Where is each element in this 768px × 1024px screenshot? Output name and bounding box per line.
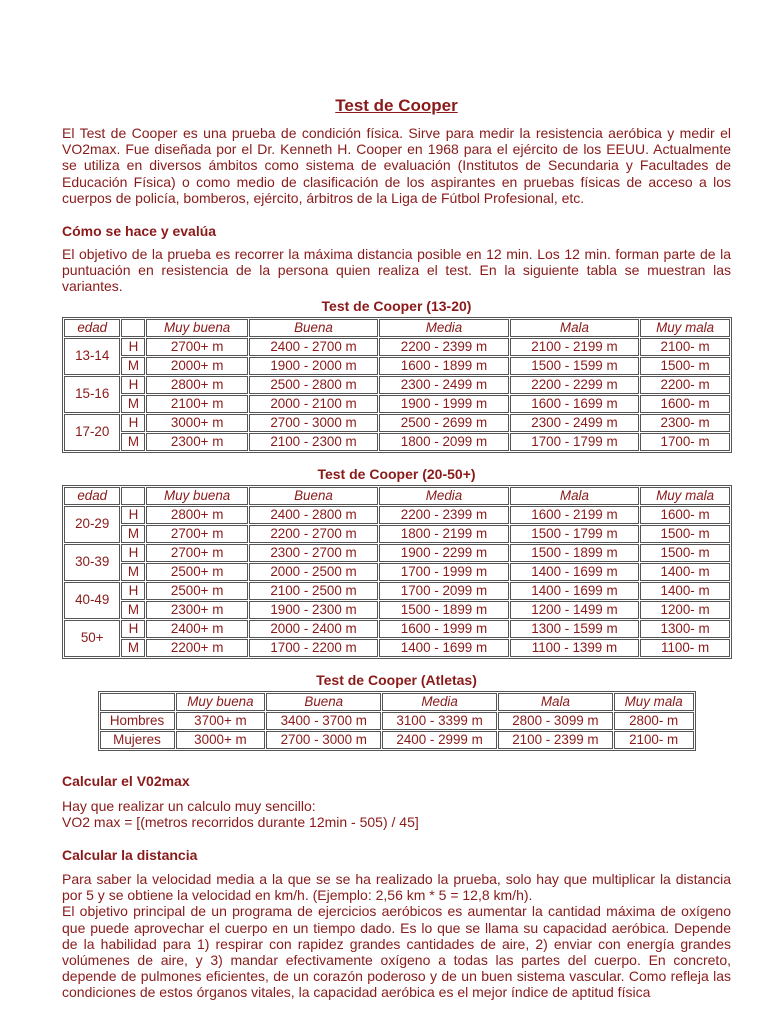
- column-header: [100, 693, 175, 711]
- value-cell: 1400- m: [640, 582, 730, 600]
- column-header: [121, 319, 145, 337]
- table-row: [64, 525, 730, 543]
- value-cell: 1600 - 1999 m: [379, 620, 508, 638]
- value-cell: 2000 - 2100 m: [249, 395, 378, 413]
- value-cell: 2300 - 2700 m: [249, 544, 378, 562]
- value-cell: 1600 - 1699 m: [510, 395, 639, 413]
- sex-cell: M: [121, 433, 145, 451]
- value-cell: 1900 - 1999 m: [379, 395, 508, 413]
- column-header: edad: [64, 319, 120, 337]
- value-cell: 2300+ m: [146, 601, 247, 619]
- value-cell: 2300 - 2499 m: [510, 414, 639, 432]
- section-heading-distancia: Calcular la distancia: [62, 847, 198, 864]
- value-cell: 2300- m: [640, 414, 730, 432]
- table2-caption: Test de Cooper (20-50+): [317, 465, 476, 482]
- value-cell: 1800 - 2199 m: [379, 525, 508, 543]
- column-header: Muy mala: [614, 693, 694, 711]
- value-cell: 2400 - 2700 m: [249, 338, 378, 356]
- value-cell: 1700 - 1799 m: [510, 433, 639, 451]
- value-cell: 2700+ m: [146, 525, 247, 543]
- value-cell: 2200 - 2399 m: [379, 338, 508, 356]
- value-cell: 1200- m: [640, 601, 730, 619]
- column-header: Media: [382, 693, 497, 711]
- value-cell: 2100 - 2300 m: [249, 433, 378, 451]
- value-cell: 2800+ m: [146, 376, 247, 394]
- value-cell: 2000 - 2400 m: [249, 620, 378, 638]
- value-cell: 2800- m: [614, 712, 694, 730]
- value-cell: 2100 - 2399 m: [498, 731, 613, 749]
- age-cell: 20-29: [64, 506, 120, 543]
- table-row: [64, 357, 730, 375]
- age-cell: 50+: [64, 620, 120, 657]
- value-cell: 2700 - 3000 m: [249, 414, 378, 432]
- value-cell: 1400 - 1699 m: [510, 563, 639, 581]
- age-cell: 15-16: [64, 376, 120, 413]
- column-header: Muy buena: [176, 693, 266, 711]
- value-cell: 2800 - 3099 m: [498, 712, 613, 730]
- section-heading-como: Cómo se hace y evalúa: [62, 223, 217, 240]
- value-cell: 3400 - 3700 m: [266, 712, 381, 730]
- table3-caption: Test de Cooper (Atletas): [316, 671, 477, 688]
- value-cell: 1700 - 2200 m: [249, 639, 378, 657]
- column-header: Buena: [249, 319, 378, 337]
- value-cell: 2500 - 2800 m: [249, 376, 378, 394]
- sex-cell: H: [121, 582, 145, 600]
- intro-paragraph: El Test de Cooper es una prueba de condición física. Sirve para medir la resistencia aeróbica y medir el VO2max. Fue diseñada por el Dr. Kenneth H. Cooper en 1968 para el ejército de los EEUU. Actualmente se utiliza en diversos ámbitos como sistema de evaluación (Institutos de Secundaria y Facultades de Educación Física) o como medio de clasificación de los aspirantes en pruebas físicas de acceso a los cuerpos de policía, bomberos, ejército, árbitros de la Liga de Fútbol Profesional, etc.: [62, 125, 731, 206]
- column-header: [121, 487, 145, 505]
- section-heading-vo2max: Calcular el V02max: [62, 772, 190, 789]
- column-header: edad: [64, 487, 120, 505]
- value-cell: 2400+ m: [146, 620, 247, 638]
- page-title: Test de Cooper: [335, 96, 458, 115]
- sex-cell: M: [121, 601, 145, 619]
- table1-caption: Test de Cooper (13-20): [321, 297, 472, 314]
- value-cell: 3000+ m: [146, 414, 247, 432]
- value-cell: 2000 - 2500 m: [249, 563, 378, 581]
- column-header: Mala: [510, 487, 639, 505]
- value-cell: 2300 - 2499 m: [379, 376, 508, 394]
- age-cell: 40-49: [64, 582, 120, 619]
- document-page: [62, 0, 731, 1001]
- value-cell: 1300- m: [640, 620, 730, 638]
- column-header: Media: [379, 487, 508, 505]
- value-cell: 1500 - 1899 m: [379, 601, 508, 619]
- value-cell: 1900 - 2300 m: [249, 601, 378, 619]
- category-cell: Hombres: [100, 712, 175, 730]
- value-cell: 1500 - 1899 m: [510, 544, 639, 562]
- vo2max-formula: VO2 max = [(metros recorridos durante 12min - 505) / 45]: [62, 813, 419, 830]
- column-header: Buena: [249, 487, 378, 505]
- sex-cell: H: [121, 620, 145, 638]
- table-row: [64, 582, 730, 600]
- column-header: Muy mala: [640, 319, 730, 337]
- age-cell: 17-20: [64, 414, 120, 451]
- value-cell: 2700 - 3000 m: [266, 731, 381, 749]
- value-cell: 1800 - 2099 m: [379, 433, 508, 451]
- value-cell: 1400 - 1699 m: [379, 639, 508, 657]
- sex-cell: H: [121, 338, 145, 356]
- column-header: Mala: [510, 319, 639, 337]
- table-row: [64, 338, 730, 356]
- value-cell: 1400- m: [640, 563, 730, 581]
- value-cell: 1500- m: [640, 357, 730, 375]
- value-cell: 2800+ m: [146, 506, 247, 524]
- value-cell: 1600- m: [640, 506, 730, 524]
- value-cell: 2200+ m: [146, 639, 247, 657]
- value-cell: 2000+ m: [146, 357, 247, 375]
- column-header: Buena: [266, 693, 381, 711]
- value-cell: 3100 - 3399 m: [382, 712, 497, 730]
- value-cell: 1100 - 1399 m: [510, 639, 639, 657]
- value-cell: 1600 - 1899 m: [379, 357, 508, 375]
- column-header: Muy buena: [146, 487, 247, 505]
- sex-cell: M: [121, 525, 145, 543]
- value-cell: 2500+ m: [146, 563, 247, 581]
- sex-cell: M: [121, 395, 145, 413]
- value-cell: 2200 - 2299 m: [510, 376, 639, 394]
- value-cell: 2300+ m: [146, 433, 247, 451]
- age-cell: 13-14: [64, 338, 120, 375]
- table-row: [64, 506, 730, 524]
- table-row: [100, 712, 694, 730]
- vo2max-line-1: Hay que realizar un calculo muy sencillo:: [62, 797, 316, 814]
- value-cell: 1100- m: [640, 639, 730, 657]
- sex-cell: H: [121, 506, 145, 524]
- table-row: [64, 544, 730, 562]
- value-cell: 1400 - 1699 m: [510, 582, 639, 600]
- value-cell: 1700 - 1999 m: [379, 563, 508, 581]
- value-cell: 2200 - 2399 m: [379, 506, 508, 524]
- table-row: [64, 395, 730, 413]
- table-row: [64, 376, 730, 394]
- value-cell: 2100 - 2500 m: [249, 582, 378, 600]
- value-cell: 1600- m: [640, 395, 730, 413]
- value-cell: 2200- m: [640, 376, 730, 394]
- value-cell: 2100+ m: [146, 395, 247, 413]
- sex-cell: H: [121, 414, 145, 432]
- value-cell: 1300 - 1599 m: [510, 620, 639, 638]
- column-header: Media: [379, 319, 508, 337]
- value-cell: 1500 - 1799 m: [510, 525, 639, 543]
- cooper-table-20-50: [62, 485, 732, 659]
- value-cell: 2100- m: [614, 731, 694, 749]
- age-cell: 30-39: [64, 544, 120, 581]
- value-cell: 1500- m: [640, 525, 730, 543]
- table-row: [100, 731, 694, 749]
- value-cell: 2700+ m: [146, 544, 247, 562]
- column-header: Muy buena: [146, 319, 247, 337]
- value-cell: 2700+ m: [146, 338, 247, 356]
- value-cell: 1500- m: [640, 544, 730, 562]
- value-cell: 1700- m: [640, 433, 730, 451]
- table-row: [64, 620, 730, 638]
- sex-cell: M: [121, 357, 145, 375]
- value-cell: 3700+ m: [176, 712, 266, 730]
- value-cell: 1500 - 1599 m: [510, 357, 639, 375]
- value-cell: 2500+ m: [146, 582, 247, 600]
- value-cell: 3000+ m: [176, 731, 266, 749]
- sex-cell: M: [121, 639, 145, 657]
- table-row: [64, 601, 730, 619]
- cooper-table-13-20: [62, 317, 732, 453]
- table-row: [64, 563, 730, 581]
- value-cell: 1900 - 2299 m: [379, 544, 508, 562]
- cooper-table-atletas: [98, 691, 696, 751]
- value-cell: 2400 - 2999 m: [382, 731, 497, 749]
- sex-cell: M: [121, 563, 145, 581]
- value-cell: 2400 - 2800 m: [249, 506, 378, 524]
- value-cell: 2500 - 2699 m: [379, 414, 508, 432]
- distancia-text-2: El objetivo principal de un programa de ejercicios aeróbicos es aumentar la cantidad máxima de oxígeno que puede aprovechar el cuerpo en un tiempo dado. Es lo que se llama su capacidad aeróbica. Depende de la habilidad para 1) respirar con rapidez grandes cantidades de aire, 2) enviar con energía grandes volúmenes de aire, y 3) mandar efectivamente oxígeno a todas las partes del cuerpo. En concreto, depende de pulmones eficientes, de un corazón poderoso y de un buen sistema vascular. Como refleja las condiciones de estos órganos vitales, la capacidad aeróbica es el mejor índice de aptitud física: [62, 903, 731, 1001]
- table-row: [64, 639, 730, 657]
- column-header: Muy mala: [640, 487, 730, 505]
- value-cell: 1200 - 1499 m: [510, 601, 639, 619]
- value-cell: 2100 - 2199 m: [510, 338, 639, 356]
- value-cell: 2100- m: [640, 338, 730, 356]
- value-cell: 1600 - 2199 m: [510, 506, 639, 524]
- value-cell: 1700 - 2099 m: [379, 582, 508, 600]
- sex-cell: H: [121, 376, 145, 394]
- value-cell: 2200 - 2700 m: [249, 525, 378, 543]
- section-como-text: El objetivo de la prueba es recorrer la máxima distancia posible en 12 min. Los 12 min. forman parte de la puntuación en resistencia de la persona quien realiza el test. En la siguiente tabla se muestran las variantes.: [62, 246, 731, 295]
- value-cell: 1900 - 2000 m: [249, 357, 378, 375]
- category-cell: Mujeres: [100, 731, 175, 749]
- sex-cell: H: [121, 544, 145, 562]
- table-row: [64, 414, 730, 432]
- column-header: Mala: [498, 693, 613, 711]
- table-row: [64, 433, 730, 451]
- distancia-text-1: Para saber la velocidad media a la que se se ha realizado la prueba, solo hay que multiplicar la distancia por 5 y se obtiene la velocidad en km/h. (Ejemplo: 2,56 km * 5 = 12,8 km/h).: [62, 871, 731, 904]
